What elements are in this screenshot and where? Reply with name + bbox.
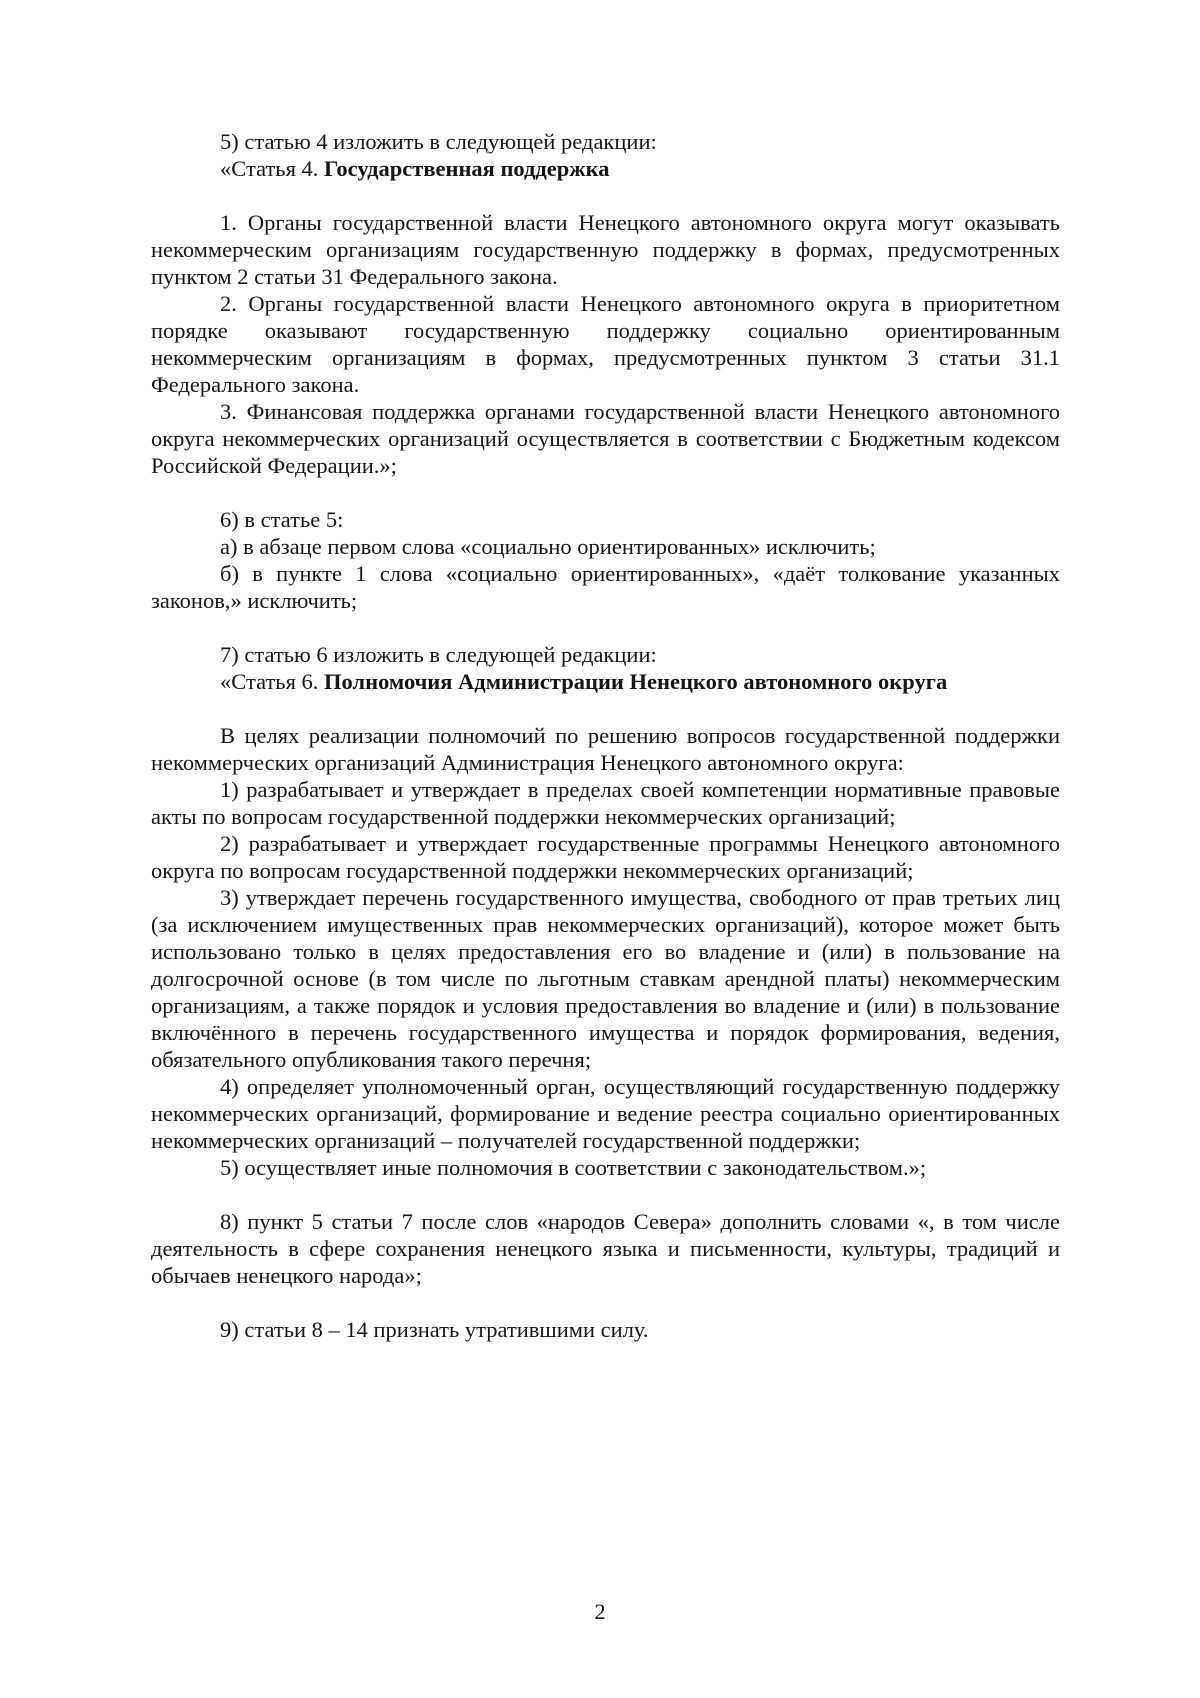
item8-paragraph: 8) пункт 5 статьи 7 после слов «народов Севера» дополнить словами «, в том числе деятельность в сфере сохранения ненецкого языка и письменности, культуры, традиций и обычаев ненецкого народа»;: [151, 1209, 1060, 1288]
article6-heading-prefix: «Статья 6.: [220, 669, 325, 694]
article6-lead: В целях реализации полномочий по решению вопросов государственной поддержки некоммерческих организаций Администрация Ненецкого автономного округа:: [151, 723, 1060, 775]
item6-subitem-b: б) в пункте 1 слова «социально ориентированных», «даёт толкование указанных законов,» исключить;: [151, 561, 1060, 613]
article6-subitem-2: 2) разрабатывает и утверждает государственные программы Ненецкого автономного округа по вопросам государственной поддержки некоммерческих организаций;: [151, 831, 1060, 883]
article4-heading-prefix: «Статья 4.: [220, 156, 325, 181]
page-number: 2: [594, 1599, 606, 1624]
article6-heading-title: Полномочия Администрации Ненецкого автономного округа: [324, 669, 948, 694]
article6-subitem-1: 1) разрабатывает и утверждает в пределах своей компетенции нормативные правовые акты по вопросам государственной поддержки некоммерческих организаций;: [151, 777, 1060, 829]
item7-intro: 7) статью 6 изложить в следующей редакции:: [220, 642, 657, 667]
article4-heading: [151, 155, 1060, 182]
article6-subitem-4: 4) определяет уполномоченный орган, осуществляющий государственную поддержку некоммерческих организаций, формирование и ведение реестра социально ориентированных некоммерческих организаций – получателей государственной поддержки;: [151, 1074, 1060, 1153]
article4-paragraph-3: 3. Финансовая поддержка органами государственной власти Ненецкого автономного округа некоммерческих организаций осуществляется в соответствии с Бюджетным кодексом Российской Федерации.»;: [151, 399, 1060, 478]
article6-heading: [151, 668, 1060, 695]
article6-subitem-3: 3) утверждает перечень государственного имущества, свободного от прав третьих лиц (за исключением имущественных прав некоммерческих организаций), которое может быть использовано только в целях предоставления его во владение и (или) в пользование на долгосрочной основе (в том числе по льготным ставкам арендной платы) некоммерческим организациям, а также порядок и условия предоставления во владение и (или) в пользование включённого в перечень государственного имущества и порядок формирования, ведения, обязательного опубликования такого перечня;: [151, 885, 1060, 1072]
article4-heading-title: Государственная поддержка: [324, 156, 610, 181]
item6-intro: 6) в статье 5:: [220, 507, 344, 532]
article4-paragraph-2: 2. Органы государственной власти Ненецкого автономного округа в приоритетном порядке оказывают государственную поддержку социально ориентированным некоммерческим организациям в формах, предусмотренных пунктом 3 статьи 31.1 Федерального закона.: [151, 291, 1060, 397]
item9-paragraph: 9) статьи 8 – 14 признать утратившими силу.: [220, 1317, 649, 1342]
item6-subitem-a: а) в абзаце первом слова «социально ориентированных» исключить;: [220, 534, 876, 559]
article4-paragraph-1: 1. Органы государственной власти Ненецкого автономного округа могут оказывать некоммерческим организациям государственную поддержку в формах, предусмотренных пунктом 2 статьи 31 Федерального закона.: [151, 210, 1060, 289]
article6-subitem-5: 5) осуществляет иные полномочия в соответствии с законодательством.»;: [220, 1155, 927, 1180]
item5-intro: 5) статью 4 изложить в следующей редакции:: [220, 129, 657, 154]
